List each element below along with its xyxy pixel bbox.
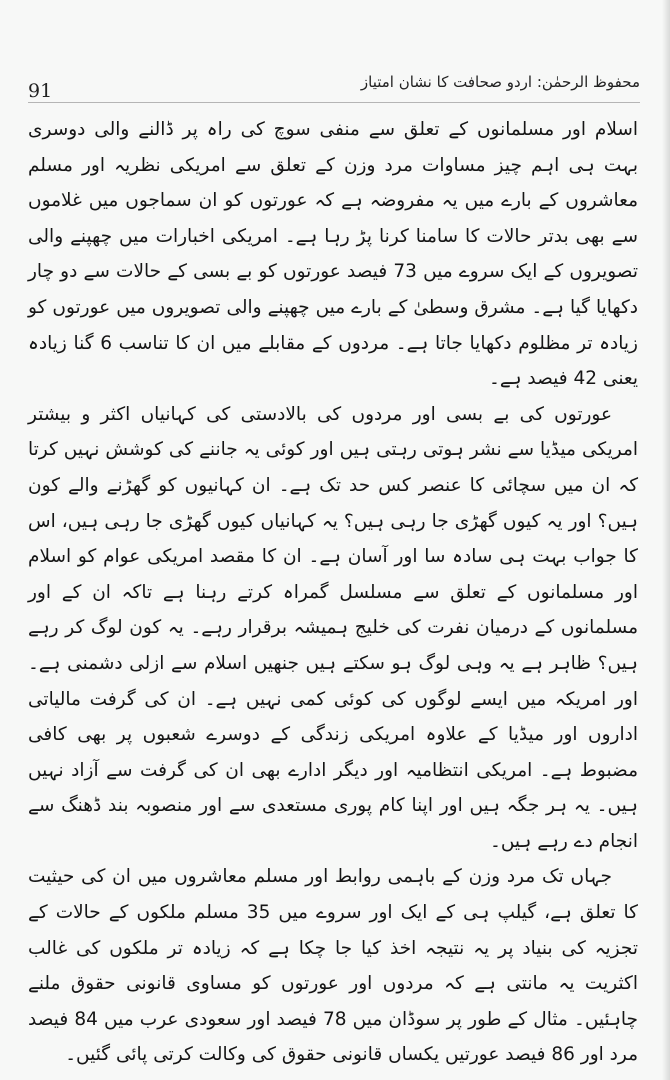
page-edge-shadow xyxy=(662,0,670,1080)
body-text xyxy=(28,112,638,1073)
paragraph-3: جہاں تک مرد وزن کے باہمی روابط اور مسلم معاشروں میں ان کی حیثیت کا تعلق ہے، گیلپ ہی کے ایک اور سروے میں 35 مسلم ملکوں کے حالات کے تجزیہ کی بنیاد پر یہ نتیجہ اخذ کیا جا چکا ہے کہ زیادہ تر ملکوں کی غالب اکثریت یہ مانتی ہے کہ مردوں اور عورتوں کو مساوی قانونی حقوق ملنے چاہئیں۔ مثال کے طور پر سوڈان میں 78 فیصد اور سعودی عرب میں 84 فیصد مرد اور 86 فیصد عورتیں یکساں قانونی حقوق کی وکالت کرتی پائی گئیں۔ xyxy=(28,866,638,1066)
paragraph-1: اسلام اور مسلمانوں کے تعلق سے منفی سوچ کی راہ پر ڈالنے والی دوسری بہت ہی اہم چیز مساوات مرد وزن کے تعلق سے امریکی نظریہ اور مسلم معاشروں کے بارے میں یہ مفروضہ ہے کہ عورتوں کو ان سماجوں میں غلاموں سے بھی بدتر حالات کا سامنا کرنا پڑ رہا ہے۔ امریکی اخبارات میں چھپنے والی تصویروں کے ایک سروے میں 73 فیصد عورتوں کو بے بسی کے حالات سے دو چار دکھایا گیا ہے۔ مشرق وسطیٰ کے بارے میں چھپنے والی تصویروں میں عورتوں کو زیادہ تر مظلوم دکھایا جاتا ہے۔ مردوں کے مقابلے میں ان کا تناسب 6 گنا زیادہ یعنی 42 فیصد ہے۔ xyxy=(28,119,638,390)
page-header xyxy=(28,70,640,104)
page-number: 91 xyxy=(28,80,53,102)
header-rule xyxy=(28,102,640,103)
paragraph-2: عورتوں کی بے بسی اور مردوں کی بالادستی کی کہانیاں اکثر و بیشتر امریکی میڈیا سے نشر ہوتی رہتی ہیں اور کوئی یہ جاننے کی کوشش نہیں کرتا کہ ان میں سچائی کا عنصر کس حد تک ہے۔ ان کہانیوں کو گھڑنے والے کون ہیں؟ اور یہ کیوں گھڑی جا رہی ہیں؟ یہ کہانیاں کیوں گھڑی جا رہی ہیں، اس کا جواب بہت ہی سادہ سا اور آسان ہے۔ ان کا مقصد امریکی عوام کو اسلام اور مسلمانوں کے تعلق سے مسلسل گمراہ کرتے رہنا ہے تاکہ ان کے اور مسلمانوں کے درمیان نفرت کی خلیج ہمیشہ برقرار رہے۔ یہ کون لوگ کر رہے ہیں؟ ظاہر ہے یہ وہی لوگ ہو سکتے ہیں جنھیں اسلام سے ازلی دشمنی ہے۔ اور امریکہ میں ایسے لوگوں کی کوئی کمی نہیں ہے۔ ان کی گرفت مالیاتی اداروں اور میڈیا کے علاوہ امریکی زندگی کے دوسرے شعبوں پر بھی کافی مضبوط ہے۔ امریکی انتظامیہ اور دیگر ادارے بھی ان کی گرفت سے آزاد نہیں ہیں۔ یہ ہر جگہ ہیں اور اپنا کام پوری مستعدی سے اور منصوبہ بند ڈھنگ سے انجام دے رہے ہیں۔ xyxy=(28,403,638,852)
running-head: محفوظ الرحمٰن: اردو صحافت کا نشان امتیاز xyxy=(360,73,640,91)
